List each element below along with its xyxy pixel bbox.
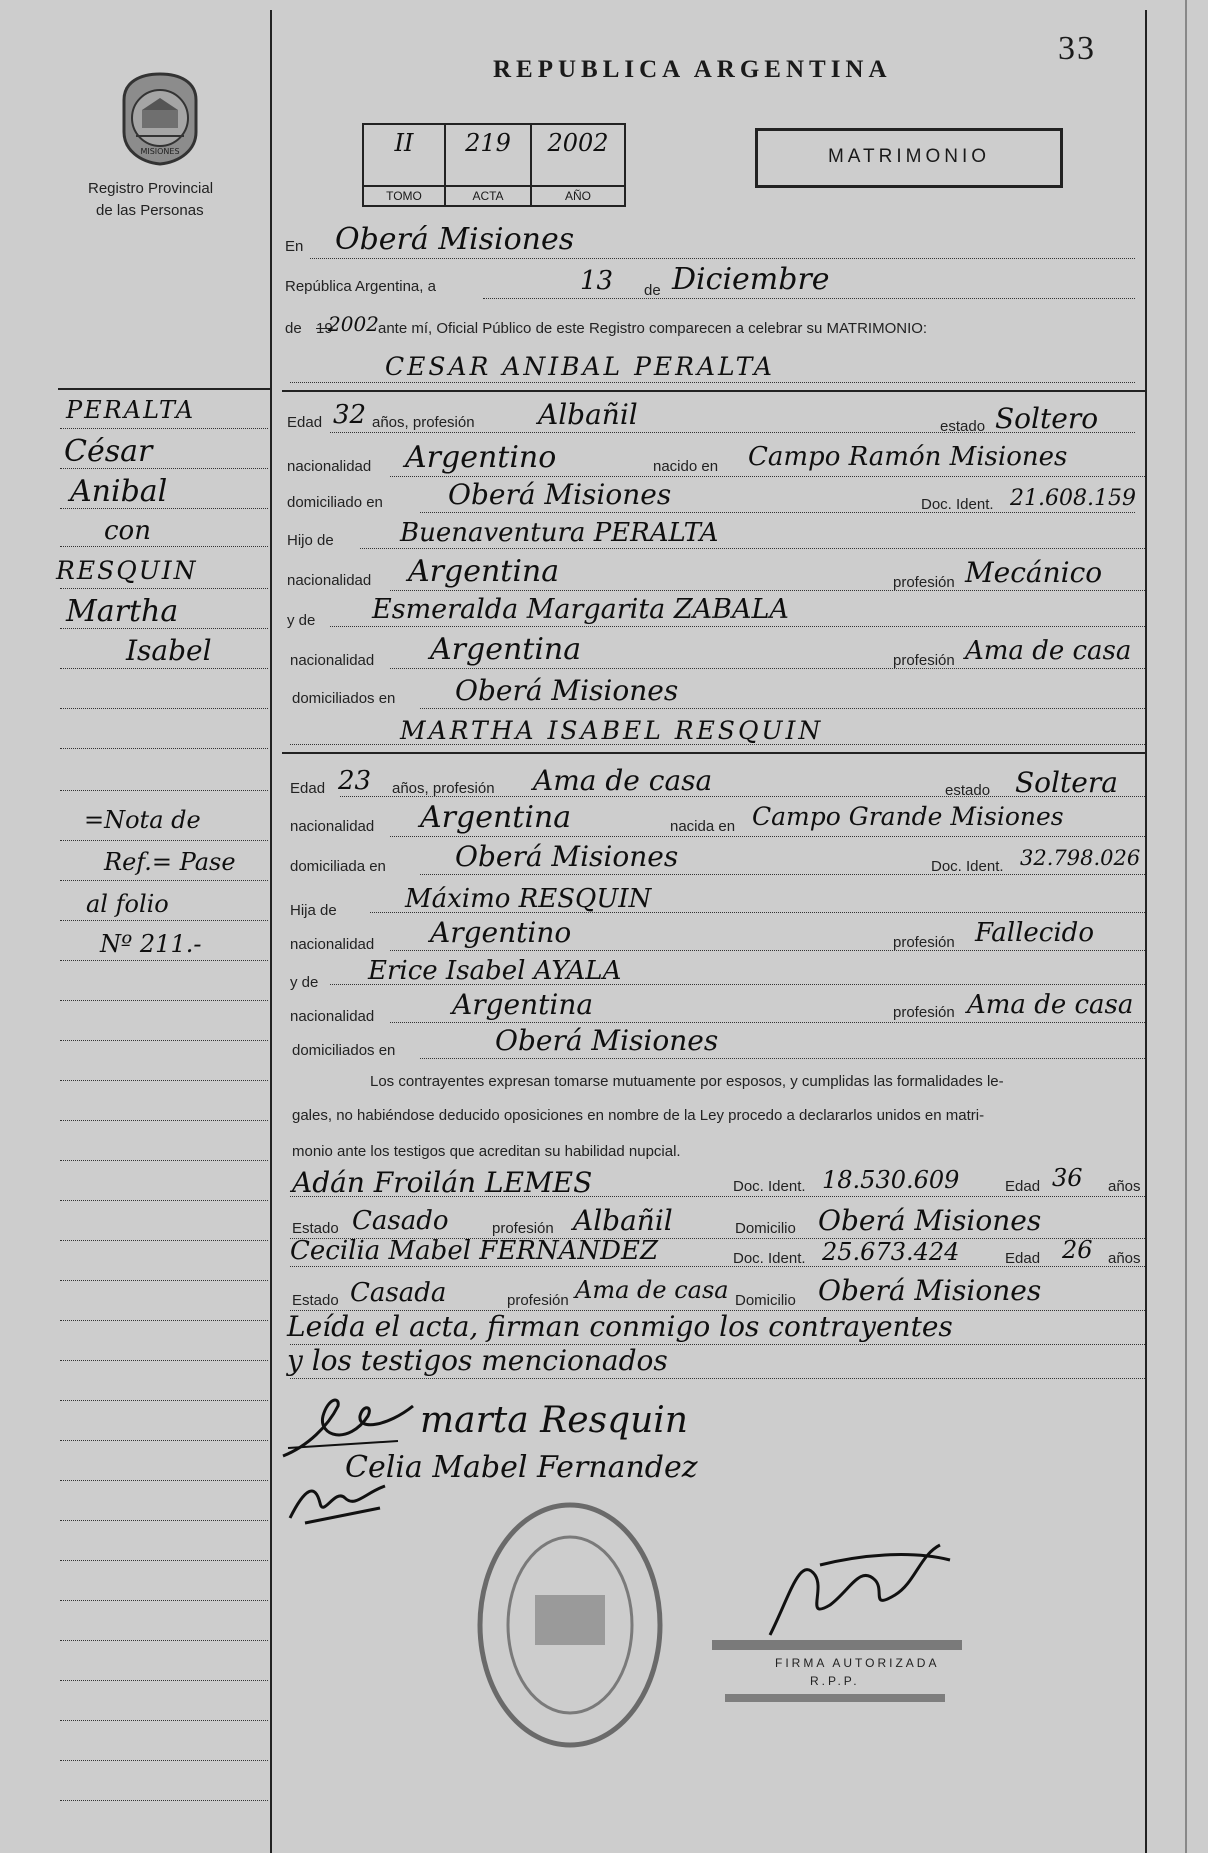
groom-parents-dom-label: domiciliados en xyxy=(292,690,396,707)
witness1-name: Adán Froilán LEMES xyxy=(292,1166,593,1199)
official-stamp-blur xyxy=(712,1640,962,1650)
month-value: Diciembre xyxy=(672,262,830,297)
witness1-signature xyxy=(285,1478,395,1528)
bride-birthplace: Campo Grande Misiones xyxy=(752,802,1064,831)
bride-mother-nat-label: nacionalidad xyxy=(290,1008,375,1025)
bride-mother-nationality: Argentina xyxy=(452,988,594,1021)
year-value: 2002 xyxy=(328,312,379,336)
anio-cell xyxy=(532,125,624,205)
acta-cell xyxy=(446,125,532,205)
groom-birthplace: Campo Ramón Misiones xyxy=(748,442,1068,472)
witness2-estado-label: Estado xyxy=(292,1292,339,1309)
acta-label: ACTA xyxy=(446,185,530,203)
bride-nacida-label: nacida en xyxy=(670,818,736,835)
groom-doc: 21.608.159 xyxy=(1010,486,1136,511)
record-index-box xyxy=(362,123,626,207)
bride-full-name: MARTHA ISABEL RESQUIN xyxy=(400,716,824,745)
tomo-value: II xyxy=(394,129,414,157)
bride-age: 23 xyxy=(338,766,372,796)
declaration-line3: monio ante los testigos que acreditan su habilidad nupcial. xyxy=(292,1143,681,1160)
witness2-status: Casada xyxy=(350,1278,447,1308)
witness1-age: 36 xyxy=(1052,1164,1083,1192)
margin-name-3: Anibal xyxy=(70,474,168,509)
margin-name-6: Martha xyxy=(66,594,179,629)
bride-nationality: Argentina xyxy=(420,800,572,835)
groom-hijo-label: Hijo de xyxy=(287,532,334,549)
page-number: 33 xyxy=(1058,30,1096,67)
year-de-label: de xyxy=(285,320,302,337)
bride-profession: Ama de casa xyxy=(533,764,713,797)
office-name-line1: Registro Provincial xyxy=(88,180,214,197)
bride-edad-label: Edad xyxy=(290,780,326,797)
groom-mother: Esmeralda Margarita ZABALA xyxy=(372,594,789,625)
anio-label: AÑO xyxy=(532,185,624,203)
witness2-doc-label: Doc. Ident. xyxy=(733,1250,806,1267)
record-type-box: MATRIMONIO xyxy=(755,128,1063,188)
margin-name-2: César xyxy=(64,434,153,469)
official-stamp-line2: R.P.P. xyxy=(810,1674,860,1688)
closing-line1: Leída el acta, firman conmigo los contrayentes xyxy=(287,1310,953,1343)
witness1-estado-label: Estado xyxy=(292,1220,339,1237)
groom-nationality: Argentino xyxy=(405,440,557,475)
witness1-dom-label: Domicilio xyxy=(735,1220,796,1237)
bride-doc: 32.798.026 xyxy=(1020,846,1141,870)
groom-father-nationality: Argentina xyxy=(408,554,560,589)
groom-father-prof-label: profesión xyxy=(893,574,955,591)
groom-nacionalidad-label: nacionalidad xyxy=(287,458,372,475)
bride-father-nat-label: nacionalidad xyxy=(290,936,375,953)
witness1-doc-label: Doc. Ident. xyxy=(733,1178,806,1195)
tomo-cell xyxy=(364,125,446,205)
bride-mother-profession: Ama de casa xyxy=(967,990,1134,1020)
witness1-status: Casado xyxy=(352,1206,449,1236)
witness1-domicile: Oberá Misiones xyxy=(818,1204,1042,1237)
bride-mother-prof-label: profesión xyxy=(893,1004,955,1021)
groom-edad-label: Edad xyxy=(287,414,323,431)
groom-mother-prof-label: profesión xyxy=(893,652,955,669)
en-label: En xyxy=(285,238,304,255)
witness2-age: 26 xyxy=(1062,1236,1093,1264)
witness1-doc: 18.530.609 xyxy=(822,1166,960,1194)
anio-value: 2002 xyxy=(547,129,609,157)
place-value: Oberá Misiones xyxy=(335,222,575,257)
closing-line2: y los testigos mencionados xyxy=(287,1344,668,1377)
groom-father-profession: Mecánico xyxy=(965,556,1103,589)
bride-hija-label: Hija de xyxy=(290,902,337,919)
groom-domicile: Oberá Misiones xyxy=(448,478,672,511)
margin-name-4: con xyxy=(104,516,151,546)
month-de-label: de xyxy=(644,282,661,299)
witness2-signature: Celia Mabel Fernandez xyxy=(345,1450,698,1485)
official-stamp-line1: FIRMA AUTORIZADA xyxy=(775,1656,940,1670)
declaration-line2: gales, no habiéndose deducido oposiciones en nombre de la Ley procedo a declararlos unidos en matri- xyxy=(292,1107,985,1124)
bride-father: Máximo RESQUIN xyxy=(405,884,652,914)
witness2-name: Cecilia Mabel FERNANDEZ xyxy=(290,1236,659,1266)
office-name-line2: de las Personas xyxy=(96,202,204,219)
groom-estado-label: estado xyxy=(940,418,986,435)
svg-text:MISIONES: MISIONES xyxy=(140,147,180,156)
bride-doc-label: Doc. Ident. xyxy=(931,858,1004,875)
groom-mother-nationality: Argentina xyxy=(430,632,582,667)
margin-name-1: PERALTA xyxy=(66,396,196,424)
groom-mother-profession: Ama de casa xyxy=(965,636,1132,666)
witness1-prof-label: profesión xyxy=(492,1220,554,1237)
groom-father: Buenaventura PERALTA xyxy=(400,518,719,548)
declaration-line1: Los contrayentes expresan tomarse mutuamente por esposos, y cumplidas las formalidades le- xyxy=(370,1073,1004,1090)
acta-value: 219 xyxy=(465,129,511,157)
bride-nacionalidad-label: nacionalidad xyxy=(290,818,375,835)
year-struck-prefix: 19 xyxy=(316,320,333,337)
bride-profesion-label: años, profesión xyxy=(392,780,495,797)
official-signature xyxy=(760,1535,960,1645)
bride-yde-label: y de xyxy=(290,974,319,991)
groom-parents-domicile: Oberá Misiones xyxy=(455,674,679,707)
provincial-seal-logo xyxy=(118,70,202,171)
margin-divider xyxy=(270,10,272,1853)
margin-note-3: al folio xyxy=(86,890,169,918)
groom-doc-label: Doc. Ident. xyxy=(921,496,994,513)
groom-yde-label: y de xyxy=(287,612,316,629)
day-value: 13 xyxy=(580,266,614,296)
right-border xyxy=(1145,10,1147,1853)
bride-signature: marta Resquin xyxy=(420,1400,688,1441)
bride-parents-dom-label: domiciliados en xyxy=(292,1042,396,1059)
groom-age: 32 xyxy=(333,400,367,430)
bride-civil-status: Soltera xyxy=(1015,766,1118,799)
witness1-edad-label: Edad xyxy=(1005,1178,1041,1195)
margin-note-1: =Nota de xyxy=(84,806,201,834)
groom-father-nat-label: nacionalidad xyxy=(287,572,372,589)
groom-profession: Albañil xyxy=(538,398,638,431)
page-edge xyxy=(1185,0,1187,1853)
registry-stamp xyxy=(470,1495,670,1755)
bride-parents-domicile: Oberá Misiones xyxy=(495,1024,719,1057)
witness2-domicile: Oberá Misiones xyxy=(818,1274,1042,1307)
groom-profesion-label: años, profesión xyxy=(372,414,475,431)
bride-father-nationality: Argentino xyxy=(430,916,572,949)
republica-label: República Argentina, a xyxy=(285,278,436,295)
margin-name-5: RESQUIN xyxy=(56,556,198,585)
bride-domiciliada-label: domiciliada en xyxy=(290,858,386,875)
margin-note-4: Nº 211.- xyxy=(100,930,202,958)
groom-mother-nat-label: nacionalidad xyxy=(290,652,375,669)
bride-father-profession: Fallecido xyxy=(975,918,1094,948)
bride-father-prof-label: profesión xyxy=(893,934,955,951)
witness2-anios-label: años xyxy=(1108,1250,1141,1267)
margin-name-7: Isabel xyxy=(126,634,212,667)
groom-nacido-label: nacido en xyxy=(653,458,719,475)
witness1-profession: Albañil xyxy=(573,1204,673,1237)
witness2-profession: Ama de casa xyxy=(575,1276,729,1304)
official-stamp-blur-bottom xyxy=(725,1694,945,1702)
statement-text: ante mí, Oficial Público de este Registro comparecen a celebrar su MATRIMONIO: xyxy=(378,320,928,337)
groom-civil-status: Soltero xyxy=(995,402,1099,435)
groom-full-name: CESAR ANIBAL PERALTA xyxy=(385,352,775,381)
bride-estado-label: estado xyxy=(945,782,991,799)
bride-domicile: Oberá Misiones xyxy=(455,840,679,873)
margin-note-2: Ref.= Pase xyxy=(104,848,236,876)
groom-domiciliado-label: domiciliado en xyxy=(287,494,383,511)
tomo-label: TOMO xyxy=(364,185,444,203)
witness1-anios-label: años xyxy=(1108,1178,1141,1195)
witness2-prof-label: profesión xyxy=(507,1292,569,1309)
witness2-edad-label: Edad xyxy=(1005,1250,1041,1267)
bride-mother: Erice Isabel AYALA xyxy=(368,956,622,986)
country-title: REPUBLICA ARGENTINA xyxy=(493,56,892,83)
witness2-dom-label: Domicilio xyxy=(735,1292,796,1309)
witness2-doc: 25.673.424 xyxy=(822,1238,960,1266)
